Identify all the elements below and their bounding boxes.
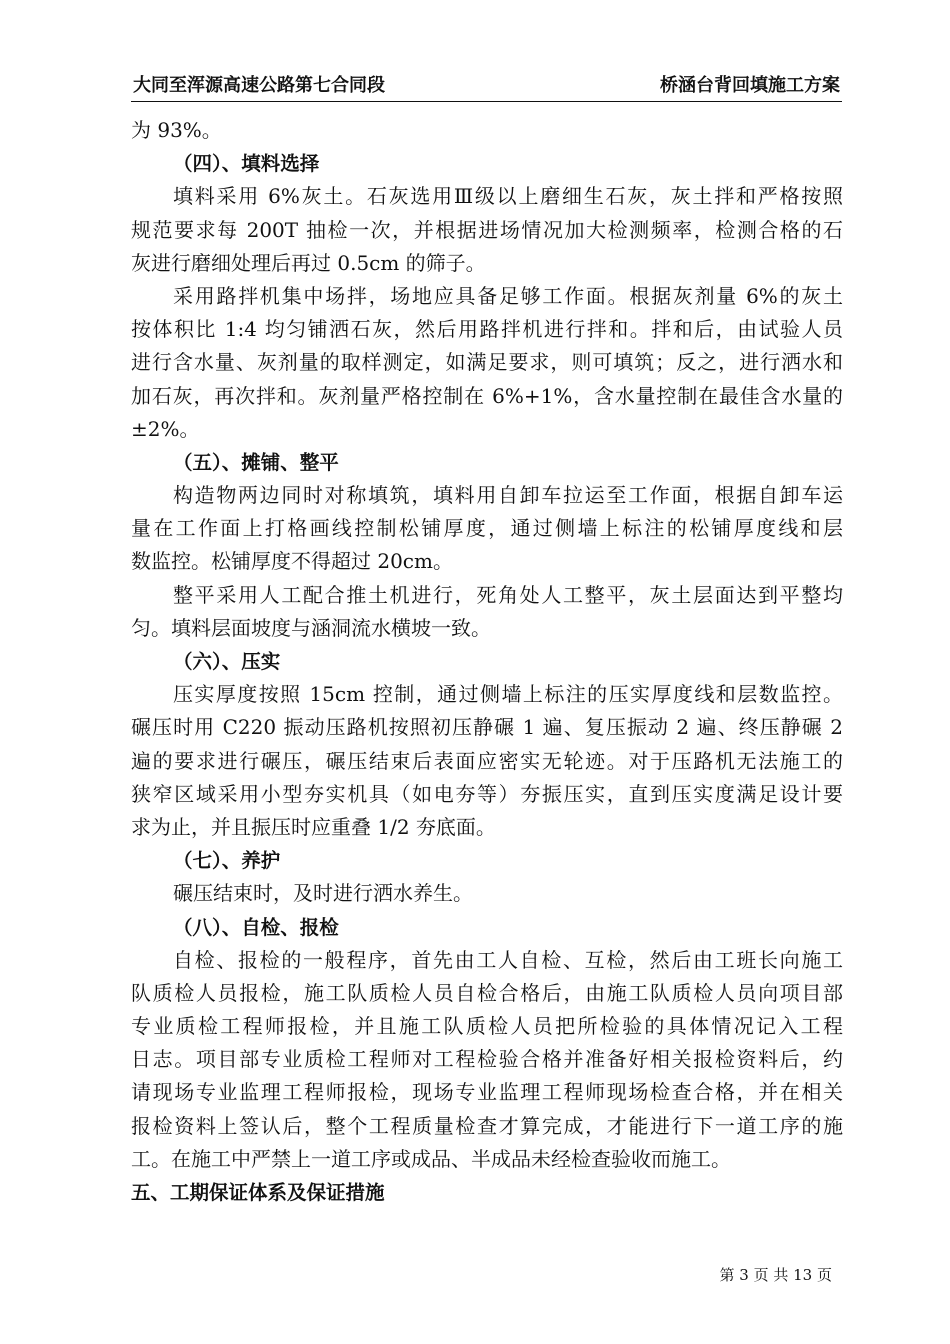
paragraph-line: 碾压结束时，及时进行洒水养生。 xyxy=(173,881,473,906)
paragraph-line: 报检资料上签认后，整个工程质量检查才算完成，才能进行下一道工序的施 xyxy=(131,1113,843,1138)
paragraph-line: 专业质检工程师报检，并且施工队质检人员把所检验的具体情况记入工程 xyxy=(131,1014,843,1039)
paragraph-line: 匀。填料层面坡度与涵洞流水横坡一致。 xyxy=(131,615,491,640)
paragraph-line: 规范要求每 200T 抽检一次，并根据进场情况加大检测频率，检测合格的石 xyxy=(131,217,843,242)
page-number: 第 3 页 共 13 页 xyxy=(719,1266,832,1284)
paragraph-line: 数监控。松铺厚度不得超过 20cm。 xyxy=(131,549,453,574)
paragraph-line: 狭窄区域采用小型夯实机具（如电夯等）夯振压实，直到压实度满足设计要 xyxy=(131,781,843,806)
paragraph-line: 灰进行磨细处理后再过 0.5cm 的筛子。 xyxy=(131,250,486,275)
section-heading: （七）、养护 xyxy=(173,849,281,873)
paragraph-line: ±2%。 xyxy=(131,416,200,441)
section-heading: （八）、自检、报检 xyxy=(173,915,339,939)
chapter-heading: 五、工期保证体系及保证措施 xyxy=(131,1181,385,1204)
paragraph-line: 量在工作面上打格画线控制松铺厚度，通过侧墙上标注的松铺厚度线和层 xyxy=(131,516,843,541)
paragraph-line: 队质检人员报检，施工队质检人员自检合格后，由施工队质检人员向项目部 xyxy=(131,980,843,1005)
paragraph-line: 进行含水量、灰剂量的取样测定，如满足要求，则可填筑；反之，进行洒水和 xyxy=(131,350,843,375)
paragraph-line: 自检、报检的一般程序，首先由工人自检、互检，然后由工班长向施工 xyxy=(173,947,843,972)
paragraph-line: 按体积比 1:4 均匀铺洒石灰，然后用路拌机进行拌和。拌和后，由试验人员 xyxy=(131,317,843,342)
paragraph-line: 加石灰，再次拌和。灰剂量严格控制在 6%+1%，含水量控制在最佳含水量的 xyxy=(131,383,843,408)
paragraph-line: 日志。项目部专业质检工程师对工程检验合格并准备好相关报检资料后，约 xyxy=(131,1047,843,1072)
header-project-title: 大同至浑源高速公路第七合同段 xyxy=(133,75,385,96)
section-heading: （四）、填料选择 xyxy=(173,152,320,176)
paragraph-line: 碾压时用 C220 振动压路机按照初压静碾 1 遍、复压振动 2 遍、终压静碾 2 xyxy=(131,715,843,740)
paragraph-line: 整平采用人工配合推土机进行，死角处人工整平，灰土层面达到平整均 xyxy=(173,582,843,607)
paragraph-line: 工。在施工中严禁上一道工序或成品、半成品未经检查验收而施工。 xyxy=(131,1146,731,1171)
paragraph-line: 压实厚度按照 15cm 控制，通过侧墙上标注的压实厚度线和层数监控。 xyxy=(173,682,843,707)
header-document-title: 桥涵台背回填施工方案 xyxy=(660,75,840,96)
paragraph-line: 为 93%。 xyxy=(131,118,222,142)
header-rule xyxy=(131,101,842,102)
section-heading: （五）、摊铺、整平 xyxy=(173,450,339,474)
paragraph-line: 采用路拌机集中场拌，场地应具备足够工作面。根据灰剂量 6%的灰土 xyxy=(173,283,843,308)
section-heading: （六）、压实 xyxy=(173,650,281,673)
document-body xyxy=(131,114,843,1209)
paragraph-line: 遍的要求进行碾压，碾压结束后表面应密实无轮迹。对于压路机无法施工的 xyxy=(131,748,843,773)
paragraph-line: 填料采用 6%灰土。石灰选用Ⅲ级以上磨细生石灰，灰土拌和严格按照 xyxy=(173,184,843,209)
paragraph-line: 构造物两边同时对称填筑，填料用自卸车拉运至工作面，根据自卸车运 xyxy=(173,483,843,508)
paragraph-line: 求为止，并且振压时应重叠 1/2 夯底面。 xyxy=(131,814,496,839)
paragraph-line: 请现场专业监理工程师报检，现场专业监理工程师现场检查合格，并在相关 xyxy=(131,1080,843,1105)
